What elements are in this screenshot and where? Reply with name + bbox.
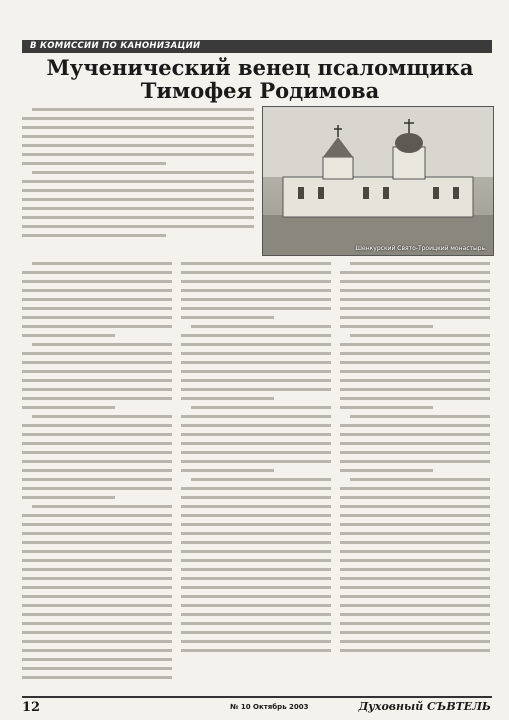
paper-name: Духовный СЪВТЕЛЬ [358, 700, 491, 713]
photo-caption: Шенкурский Свято-Троицкий монастырь. [355, 245, 487, 252]
article-column-3 [340, 262, 490, 694]
page-footer [0, 696, 509, 720]
section-rubric: В КОМИССИИ ПО КАНОНИЗАЦИИ [22, 40, 492, 53]
article-column-2 [181, 262, 331, 694]
article-headline: Мученический венец псаломщика Тимофея Родимова [46, 55, 474, 103]
footer-rule [22, 696, 492, 698]
monastery-image-icon [263, 107, 494, 256]
article-lead [22, 108, 254, 256]
article-column-1 [22, 262, 172, 694]
page-number: 12 [22, 700, 41, 715]
monastery-photo [262, 106, 494, 256]
issue-label: № 10 Октябрь 2003 [230, 703, 309, 711]
